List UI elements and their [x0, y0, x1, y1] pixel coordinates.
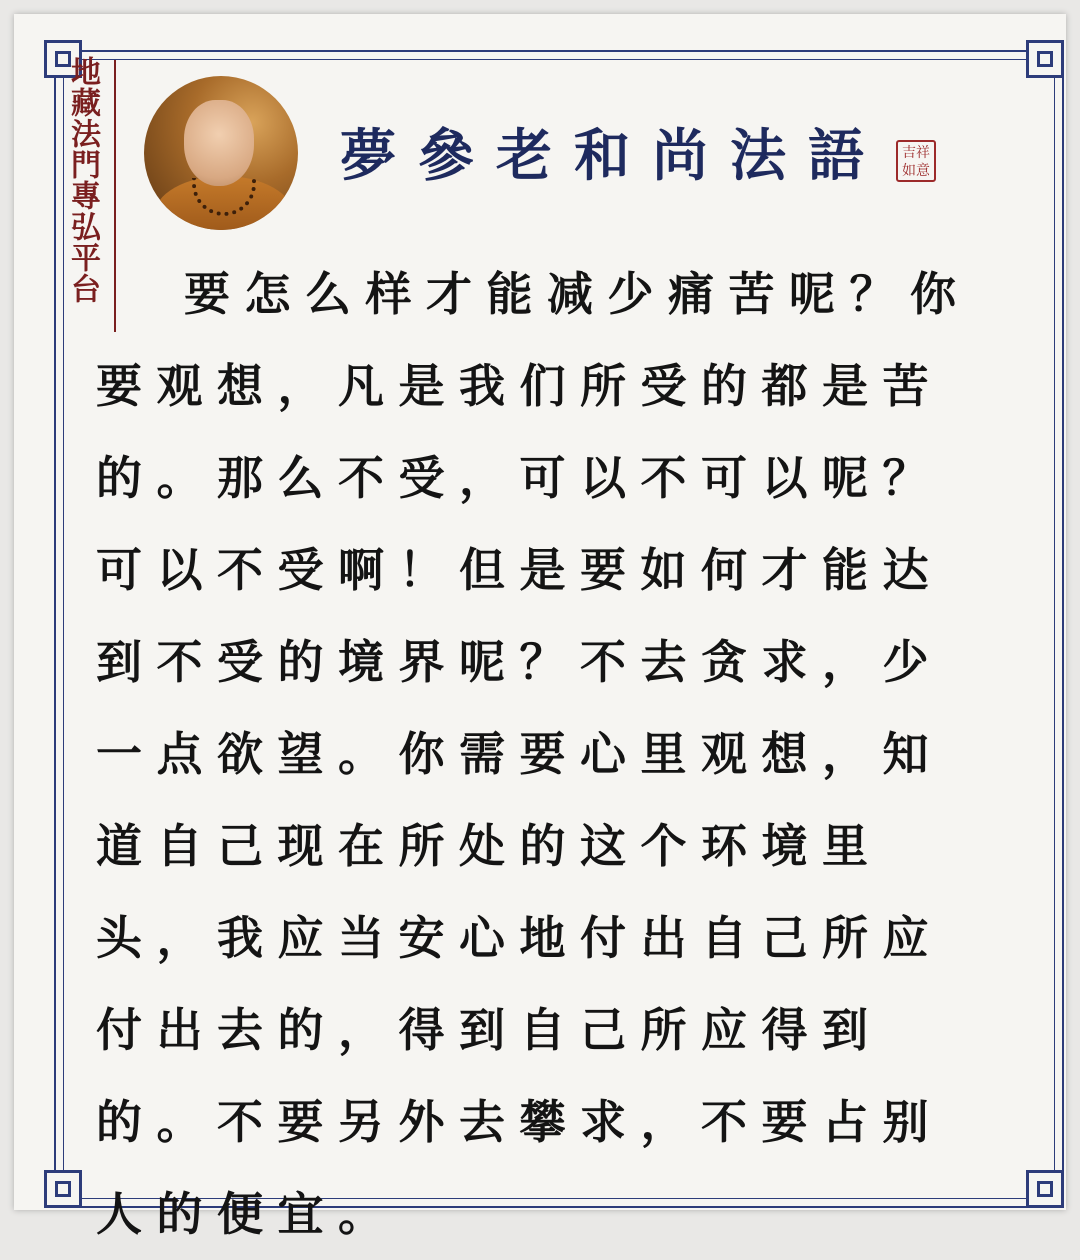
master-portrait	[144, 76, 298, 230]
page-title: 夢參老和尚法語	[340, 123, 886, 189]
brand-vertical-label: 地藏法門專弘平台	[65, 56, 100, 304]
dharma-quote-text: 要怎么样才能减少痛苦呢？你要观想，凡是我们所受的都是苦的。那么不受，可以不可以呢？可以不受啊！但是要如何才能达到不受的境界呢？不去贪求，少一点欲望。你需要心里观想，知道自己现在所处的这个环境里头，我应当安心地付出自己所应付出去的，得到自己所应得到的。不要另外去攀求，不要占别人的便宜。	[96, 267, 971, 1241]
seal-stamp-icon: 吉祥 如意	[896, 140, 936, 182]
corner-ornament-top-right	[1026, 40, 1064, 78]
corner-ornament-bottom-right	[1026, 1170, 1064, 1208]
corner-ornament-bottom-left	[44, 1170, 82, 1208]
